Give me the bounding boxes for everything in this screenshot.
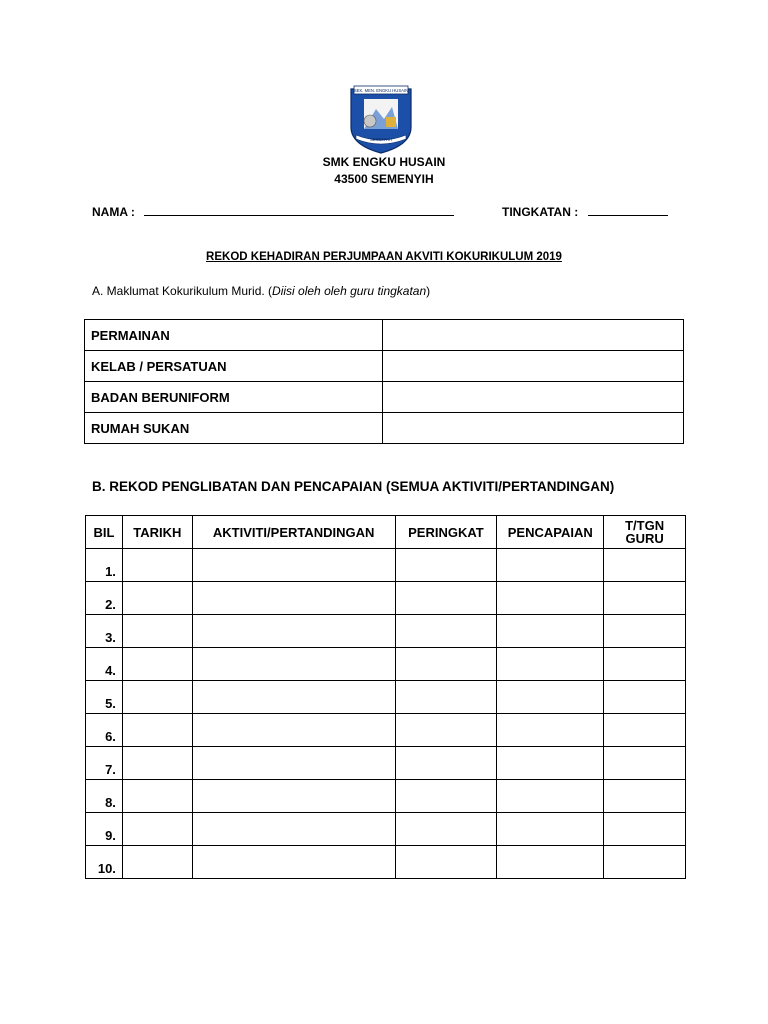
table-row bbox=[86, 582, 686, 615]
row-value-cell[interactable] bbox=[383, 382, 684, 413]
tingkatan-blank-line[interactable] bbox=[588, 203, 668, 216]
form-title: REKOD KEHADIRAN PERJUMPAAN AKVITI KOKURIKULUM 2019 bbox=[206, 251, 562, 263]
table-row bbox=[86, 780, 686, 813]
svg-text:SEMENYIH: SEMENYIH bbox=[370, 137, 392, 142]
tingkatan-field[interactable] bbox=[502, 203, 668, 219]
table-row bbox=[85, 351, 684, 382]
table-row bbox=[85, 382, 684, 413]
row-label: PERMAINAN bbox=[85, 320, 383, 351]
section-b-heading: B. REKOD PENGLIBATAN DAN PENCAPAIAN (SEMUA AKTIVITI/PERTANDINGAN) bbox=[92, 479, 615, 494]
school-address: 43500 SEMENYIH bbox=[334, 172, 434, 186]
row-number: 4. bbox=[86, 648, 123, 681]
row-label: BADAN BERUNIFORM bbox=[85, 382, 383, 413]
table-row bbox=[85, 320, 684, 351]
row-number: 1. bbox=[86, 549, 123, 582]
row-number: 6. bbox=[86, 714, 123, 747]
table-row bbox=[86, 714, 686, 747]
header-bil: BIL bbox=[86, 516, 123, 549]
row-number: 8. bbox=[86, 780, 123, 813]
table-row bbox=[86, 615, 686, 648]
header-tandatangan-guru: T/TGN GURU bbox=[604, 516, 686, 549]
row-number: 9. bbox=[86, 813, 123, 846]
header-tarikh: TARIKH bbox=[122, 516, 192, 549]
header-pencapaian: PENCAPAIAN bbox=[497, 516, 604, 549]
row-value-cell[interactable] bbox=[383, 351, 684, 382]
svg-text:SEK. MEN. ENGKU HUSAIN: SEK. MEN. ENGKU HUSAIN bbox=[353, 88, 409, 94]
row-number: 3. bbox=[86, 615, 123, 648]
table-row bbox=[86, 681, 686, 714]
table-row bbox=[86, 747, 686, 780]
kokurikulum-info-table bbox=[84, 319, 684, 444]
row-number: 10. bbox=[86, 846, 123, 879]
header-aktiviti: AKTIVITI/PERTANDINGAN bbox=[192, 516, 395, 549]
row-number: 5. bbox=[86, 681, 123, 714]
table-row bbox=[86, 846, 686, 879]
nama-label: NAMA : bbox=[92, 205, 135, 219]
row-value-cell[interactable] bbox=[383, 320, 684, 351]
school-crest-logo bbox=[348, 83, 414, 155]
table-row bbox=[86, 813, 686, 846]
nama-blank-line[interactable] bbox=[144, 203, 454, 216]
section-a-heading: A. Maklumat Kokurikulum Murid. (Diisi oleh oleh guru tingkatan) bbox=[92, 284, 431, 298]
header-peringkat: PERINGKAT bbox=[395, 516, 497, 549]
school-name: SMK ENGKU HUSAIN bbox=[322, 155, 446, 169]
table-row bbox=[86, 648, 686, 681]
row-label: KELAB / PERSATUAN bbox=[85, 351, 383, 382]
table-header-row bbox=[86, 516, 686, 549]
nama-field[interactable] bbox=[92, 203, 454, 219]
penglibatan-table bbox=[85, 515, 686, 879]
row-label: RUMAH SUKAN bbox=[85, 413, 383, 444]
row-number: 2. bbox=[86, 582, 123, 615]
table-row bbox=[86, 549, 686, 582]
tingkatan-label: TINGKATAN : bbox=[502, 205, 579, 219]
row-value-cell[interactable] bbox=[383, 413, 684, 444]
table-row bbox=[85, 413, 684, 444]
row-number: 7. bbox=[86, 747, 123, 780]
